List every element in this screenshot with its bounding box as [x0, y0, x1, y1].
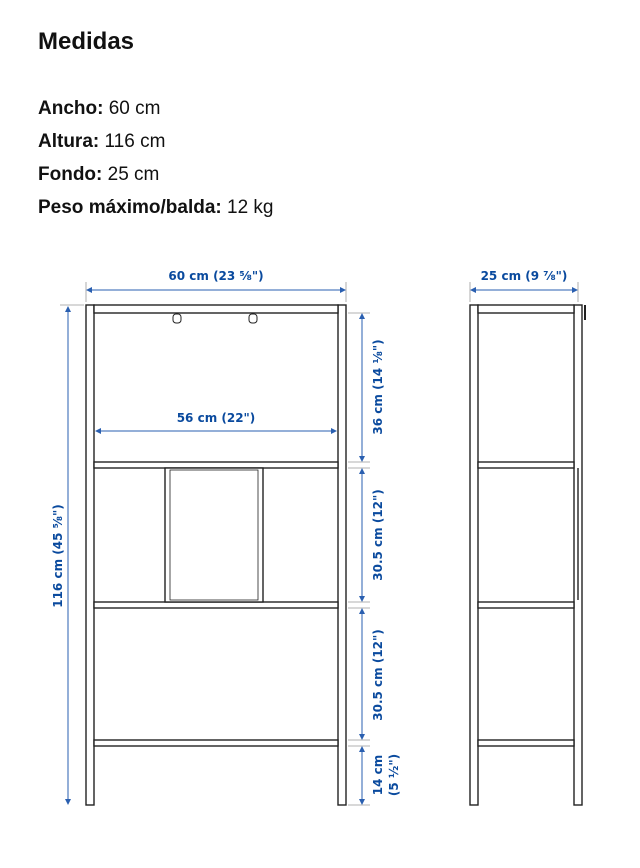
spec-width: Ancho: 60 cm [38, 98, 161, 119]
inner-width-label: 56 cm (22") [176, 411, 256, 425]
leg-height-label-cm: 14 cm [371, 754, 385, 796]
spec-height: Altura: 116 cm [38, 131, 166, 152]
front-view [86, 305, 346, 805]
side-view [470, 305, 585, 805]
width-label: 60 cm (23 ⅝") [168, 269, 264, 283]
mid-gap-label: 30.5 cm (12") [371, 489, 385, 581]
spec-max-load: Peso máximo/balda: 12 kg [38, 197, 274, 218]
leg-height-label-in: (5 ½") [387, 753, 401, 797]
top-gap-label: 36 cm (14 ⅛") [371, 339, 385, 435]
dimension-lines [60, 282, 578, 805]
page-title: Medidas [38, 28, 135, 55]
low-gap-label: 30.5 cm (12") [371, 629, 385, 721]
depth-label: 25 cm (9 ⅞") [480, 269, 568, 283]
height-label: 116 cm (45 ⅝") [51, 504, 65, 608]
spec-depth: Fondo: 25 cm [38, 164, 160, 185]
